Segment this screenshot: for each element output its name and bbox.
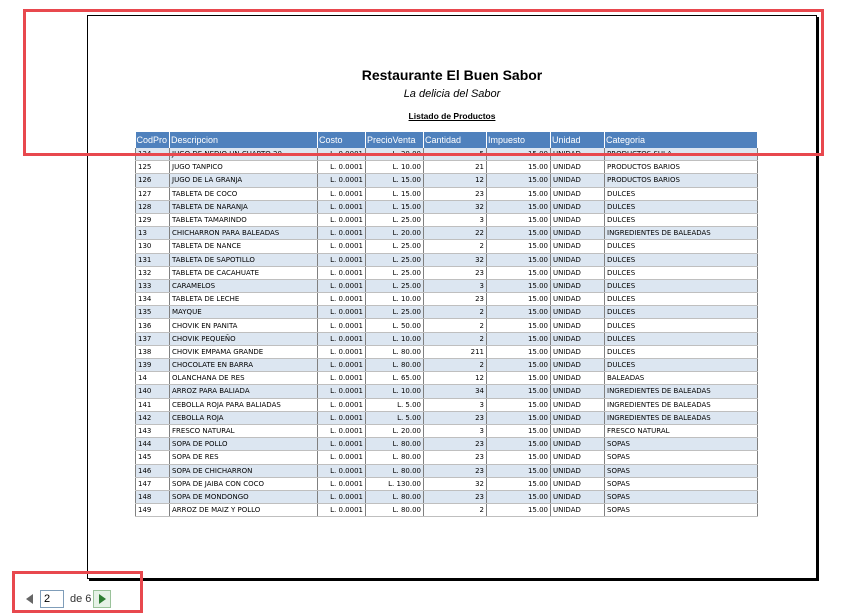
table-cell: CHOVIK EN PANITA <box>170 319 318 332</box>
column-header: Impuesto <box>487 132 551 148</box>
table-cell: L. 0.0001 <box>318 319 366 332</box>
table-cell: DULCES <box>605 200 758 213</box>
previous-page-button[interactable] <box>22 590 38 608</box>
table-row <box>136 359 758 372</box>
table-cell: 138 <box>136 345 170 358</box>
table-cell: 15.00 <box>487 490 551 503</box>
table-cell: UNIDAD <box>551 332 605 345</box>
table-cell: 15.00 <box>487 424 551 437</box>
table-cell: 137 <box>136 332 170 345</box>
table-cell: 126 <box>136 174 170 187</box>
table-row <box>136 161 758 174</box>
table-cell: 143 <box>136 424 170 437</box>
table-cell: 144 <box>136 438 170 451</box>
table-cell: L. 0.0001 <box>318 213 366 226</box>
table-cell: L. 20.00 <box>366 227 424 240</box>
table-cell: 145 <box>136 451 170 464</box>
next-page-button[interactable] <box>93 590 111 608</box>
table-cell: L. 25.00 <box>366 253 424 266</box>
table-cell: L. 25.00 <box>366 213 424 226</box>
table-cell: SOPA DE MONDONGO <box>170 490 318 503</box>
table-cell: L. 0.0001 <box>318 438 366 451</box>
table-cell: 146 <box>136 464 170 477</box>
table-cell: SOPAS <box>605 438 758 451</box>
table-cell: L. 0.0001 <box>318 253 366 266</box>
table-cell: L. 0.0001 <box>318 200 366 213</box>
table-cell: 128 <box>136 200 170 213</box>
table-cell: UNIDAD <box>551 464 605 477</box>
table-cell: CHOCOLATE EN BARRA <box>170 359 318 372</box>
table-row <box>136 332 758 345</box>
table-cell: TABLETA DE NANCE <box>170 240 318 253</box>
table-header-row <box>136 132 758 148</box>
table-cell: 15.00 <box>487 332 551 345</box>
table-cell: 12 <box>424 372 487 385</box>
table-cell: L. 5.00 <box>366 398 424 411</box>
table-cell: 141 <box>136 398 170 411</box>
table-cell: UNIDAD <box>551 306 605 319</box>
table-cell: 133 <box>136 279 170 292</box>
table-cell: L. 80.00 <box>366 464 424 477</box>
table-row-clipped <box>136 148 758 161</box>
report-subtitle: La delicia del Sabor <box>403 88 501 100</box>
table-cell: L. 80.00 <box>366 359 424 372</box>
table-cell: 149 <box>136 504 170 517</box>
table-cell: UNIDAD <box>551 200 605 213</box>
table-cell: INGREDIENTES DE BALEADAS <box>605 385 758 398</box>
table-cell: FRESCO NATURAL <box>170 424 318 437</box>
table-cell: BALEADAS <box>605 372 758 385</box>
table-cell: 15.00 <box>487 411 551 424</box>
table-cell: 23 <box>424 451 487 464</box>
table-cell: DULCES <box>605 240 758 253</box>
table-cell: 15.00 <box>487 345 551 358</box>
table-row <box>136 490 758 503</box>
table-row <box>136 213 758 226</box>
table-cell: CEBOLLA ROJA PARA BALIADAS <box>170 398 318 411</box>
table-cell: UNIDAD <box>551 240 605 253</box>
table-cell: L. 0.0001 <box>318 174 366 187</box>
triangle-left-icon <box>26 594 34 604</box>
table-row <box>136 504 758 517</box>
page-navigator <box>22 588 111 610</box>
report-title: Restaurante El Buen Sabor <box>361 67 543 83</box>
table-cell: 32 <box>424 253 487 266</box>
column-header: PrecioVenta <box>366 132 424 148</box>
table-cell: SOPAS <box>605 504 758 517</box>
table-cell: 127 <box>136 187 170 200</box>
table-cell: L. 0.0001 <box>318 464 366 477</box>
table-cell: DULCES <box>605 359 758 372</box>
table-cell: 15.00 <box>487 398 551 411</box>
table-cell: L. 10.00 <box>366 161 424 174</box>
table-cell: SOPAS <box>605 477 758 490</box>
table-cell: L. 0.0001 <box>318 385 366 398</box>
table-cell: SOPAS <box>605 464 758 477</box>
table-cell: L. 0.0001 <box>318 293 366 306</box>
table-cell: CHOVIK PEQUEÑO <box>170 332 318 345</box>
table-cell: 13 <box>136 227 170 240</box>
table-cell: 23 <box>424 438 487 451</box>
table-cell: 125 <box>136 161 170 174</box>
table-cell: 135 <box>136 306 170 319</box>
table-cell: CEBOLLA ROJA <box>170 411 318 424</box>
table-cell: L. 0.0001 <box>318 332 366 345</box>
table-cell: 15.00 <box>487 464 551 477</box>
table-cell: 15.00 <box>487 451 551 464</box>
table-cell: 2 <box>424 306 487 319</box>
table-cell: 2 <box>424 359 487 372</box>
table-cell: 15.00 <box>487 266 551 279</box>
table-row <box>136 385 758 398</box>
table-cell: 32 <box>424 477 487 490</box>
table-cell: CARAMELOS <box>170 279 318 292</box>
table-cell: 211 <box>424 345 487 358</box>
table-row <box>136 266 758 279</box>
table-cell: PRODUCTOS BARIOS <box>605 174 758 187</box>
table-row <box>136 293 758 306</box>
table-cell: UNIDAD <box>551 477 605 490</box>
table-cell: L. 25.00 <box>366 266 424 279</box>
table-cell: JUGO DE NEDIO UN CUARTO 20 <box>170 148 318 161</box>
table-cell: UNIDAD <box>551 372 605 385</box>
table-cell: L. 0.0001 <box>318 227 366 240</box>
table-cell: UNIDAD <box>551 253 605 266</box>
table-cell: 34 <box>424 385 487 398</box>
products-table <box>135 132 758 517</box>
table-cell: UNIDAD <box>551 161 605 174</box>
table-cell: DULCES <box>605 306 758 319</box>
table-cell: SOPA DE JAIBA CON COCO <box>170 477 318 490</box>
table-cell: L. 25.00 <box>366 240 424 253</box>
table-cell: 15.00 <box>487 504 551 517</box>
table-row <box>136 187 758 200</box>
table-cell: 15.00 <box>487 477 551 490</box>
table-cell: UNIDAD <box>551 438 605 451</box>
table-cell: UNIDAD <box>551 451 605 464</box>
table-cell: L. 0.0001 <box>318 359 366 372</box>
table-cell: L. 0.0001 <box>318 345 366 358</box>
table-cell: 131 <box>136 253 170 266</box>
table-cell: 12 <box>424 174 487 187</box>
table-cell: UNIDAD <box>551 148 605 161</box>
table-cell: L. 25.00 <box>366 279 424 292</box>
table-row <box>136 319 758 332</box>
table-cell: L. 20.00 <box>366 148 424 161</box>
table-cell: L. 25.00 <box>366 306 424 319</box>
table-cell: 134 <box>136 293 170 306</box>
column-header: Categoria <box>605 132 758 148</box>
table-cell: SOPA DE CHICHARRON <box>170 464 318 477</box>
table-cell: DULCES <box>605 332 758 345</box>
table-cell: L. 0.0001 <box>318 424 366 437</box>
table-cell: OLANCHANA DE RES <box>170 372 318 385</box>
table-cell: 15.00 <box>487 227 551 240</box>
table-cell: DULCES <box>605 345 758 358</box>
table-row <box>136 174 758 187</box>
table-cell: TABLETA DE NARANJA <box>170 200 318 213</box>
table-cell: TABLETA DE LECHE <box>170 293 318 306</box>
table-cell: L. 0.0001 <box>318 266 366 279</box>
table-cell: 23 <box>424 266 487 279</box>
table-cell: 15.00 <box>487 174 551 187</box>
table-cell: UNIDAD <box>551 490 605 503</box>
table-cell: L. 80.00 <box>366 438 424 451</box>
table-cell: UNIDAD <box>551 385 605 398</box>
table-cell: 15.00 <box>487 161 551 174</box>
table-cell: UNIDAD <box>551 266 605 279</box>
table-cell: 23 <box>424 464 487 477</box>
list-title: Listado de Productos <box>408 111 496 121</box>
table-cell: UNIDAD <box>551 187 605 200</box>
table-cell: 124 <box>136 148 170 161</box>
table-row <box>136 372 758 385</box>
table-cell: L. 0.0001 <box>318 477 366 490</box>
table-cell: CHOVIK EMPAMA GRANDE <box>170 345 318 358</box>
table-cell: PRODUCTOS BARIOS <box>605 161 758 174</box>
table-cell: L. 80.00 <box>366 490 424 503</box>
table-row <box>136 306 758 319</box>
table-cell: L. 15.00 <box>366 200 424 213</box>
table-cell: MAYQUE <box>170 306 318 319</box>
table-cell: UNIDAD <box>551 213 605 226</box>
table-cell: SOPA DE RES <box>170 451 318 464</box>
table-cell: INGREDIENTES DE BALEADAS <box>605 411 758 424</box>
table-cell: SOPA DE POLLO <box>170 438 318 451</box>
table-cell: L. 15.00 <box>366 187 424 200</box>
table-cell: L. 80.00 <box>366 451 424 464</box>
table-cell: 130 <box>136 240 170 253</box>
table-cell: UNIDAD <box>551 279 605 292</box>
table-cell: 15.00 <box>487 306 551 319</box>
table-cell: 15.00 <box>487 148 551 161</box>
table-row <box>136 477 758 490</box>
table-cell: JUGO TANPICO <box>170 161 318 174</box>
table-row <box>136 227 758 240</box>
table-cell: L. 15.00 <box>366 174 424 187</box>
triangle-right-icon <box>98 594 106 604</box>
table-cell: UNIDAD <box>551 411 605 424</box>
column-header: Cantidad <box>424 132 487 148</box>
table-cell: 15.00 <box>487 279 551 292</box>
table-cell: L. 0.0001 <box>318 411 366 424</box>
table-cell: 3 <box>424 213 487 226</box>
table-row <box>136 200 758 213</box>
table-cell: L. 0.0001 <box>318 451 366 464</box>
table-cell: 15.00 <box>487 385 551 398</box>
table-cell: DULCES <box>605 213 758 226</box>
table-cell: 2 <box>424 240 487 253</box>
table-cell: SOPAS <box>605 490 758 503</box>
column-header: CodPro <box>136 132 170 148</box>
table-cell: PRODUCTOS SULA <box>605 148 758 161</box>
table-cell: 5 <box>424 148 487 161</box>
table-cell: 15.00 <box>487 187 551 200</box>
table-cell: DULCES <box>605 279 758 292</box>
table-cell: L. 80.00 <box>366 345 424 358</box>
table-cell: L. 0.0001 <box>318 148 366 161</box>
table-cell: 15.00 <box>487 293 551 306</box>
column-header: Unidad <box>551 132 605 148</box>
table-cell: TABLETA TAMARINDO <box>170 213 318 226</box>
table-cell: UNIDAD <box>551 398 605 411</box>
table-cell: 14 <box>136 372 170 385</box>
table-cell: TABLETA DE SAPOTILLO <box>170 253 318 266</box>
table-cell: L. 0.0001 <box>318 490 366 503</box>
table-cell: INGREDIENTES DE BALEADAS <box>605 227 758 240</box>
table-cell: UNIDAD <box>551 319 605 332</box>
table-cell: 132 <box>136 266 170 279</box>
table-cell: 32 <box>424 200 487 213</box>
table-cell: L. 0.0001 <box>318 504 366 517</box>
table-cell: L. 65.00 <box>366 372 424 385</box>
table-row <box>136 464 758 477</box>
table-row <box>136 438 758 451</box>
table-cell: FRESCO NATURAL <box>605 424 758 437</box>
table-row <box>136 411 758 424</box>
table-cell: 15.00 <box>487 359 551 372</box>
table-cell: L. 0.0001 <box>318 398 366 411</box>
table-cell: L. 0.0001 <box>318 187 366 200</box>
table-cell: 140 <box>136 385 170 398</box>
table-cell: INGREDIENTES DE BALEADAS <box>605 398 758 411</box>
table-cell: 147 <box>136 477 170 490</box>
table-cell: TABLETA DE COCO <box>170 187 318 200</box>
table-cell: UNIDAD <box>551 345 605 358</box>
table-cell: 3 <box>424 279 487 292</box>
table-cell: L. 0.0001 <box>318 279 366 292</box>
table-cell: 23 <box>424 187 487 200</box>
table-cell: ARROZ PARA BALIADA <box>170 385 318 398</box>
table-cell: DULCES <box>605 187 758 200</box>
report-page <box>87 15 817 579</box>
table-row <box>136 240 758 253</box>
table-row <box>136 398 758 411</box>
table-cell: 136 <box>136 319 170 332</box>
table-row <box>136 279 758 292</box>
table-cell: 2 <box>424 332 487 345</box>
table-cell: L. 5.00 <box>366 411 424 424</box>
table-cell: SOPAS <box>605 451 758 464</box>
table-cell: L. 0.0001 <box>318 240 366 253</box>
table-cell: 142 <box>136 411 170 424</box>
table-cell: UNIDAD <box>551 504 605 517</box>
table-cell: 15.00 <box>487 213 551 226</box>
table-cell: 129 <box>136 213 170 226</box>
table-cell: 15.00 <box>487 200 551 213</box>
table-body <box>136 148 758 517</box>
page-number-input[interactable] <box>40 590 64 608</box>
table-cell: 3 <box>424 398 487 411</box>
table-cell: 3 <box>424 424 487 437</box>
table-cell: 23 <box>424 411 487 424</box>
table-cell: 23 <box>424 490 487 503</box>
table-row <box>136 253 758 266</box>
table-cell: L. 0.0001 <box>318 161 366 174</box>
table-cell: 2 <box>424 504 487 517</box>
table-cell: L. 20.00 <box>366 424 424 437</box>
table-cell: UNIDAD <box>551 174 605 187</box>
column-header: Costo <box>318 132 366 148</box>
table-cell: TABLETA DE CACAHUATE <box>170 266 318 279</box>
table-cell: UNIDAD <box>551 293 605 306</box>
table-cell: L. 0.0001 <box>318 306 366 319</box>
table-cell: 139 <box>136 359 170 372</box>
table-cell: L. 10.00 <box>366 293 424 306</box>
page-count-label: de 6 <box>70 593 92 605</box>
table-cell: 15.00 <box>487 372 551 385</box>
table-cell: L. 10.00 <box>366 332 424 345</box>
table-cell: 22 <box>424 227 487 240</box>
table-cell: JUGO DE LA GRANJA <box>170 174 318 187</box>
table-cell: 148 <box>136 490 170 503</box>
table-cell: DULCES <box>605 253 758 266</box>
table-cell: DULCES <box>605 293 758 306</box>
table-cell: L. 130.00 <box>366 477 424 490</box>
table-cell: L. 50.00 <box>366 319 424 332</box>
table-cell: L. 0.0001 <box>318 372 366 385</box>
table-row <box>136 345 758 358</box>
table-cell: DULCES <box>605 319 758 332</box>
table-cell: 2 <box>424 319 487 332</box>
table-row <box>136 424 758 437</box>
table-cell: 15.00 <box>487 253 551 266</box>
table-cell: ARROZ DE MAIZ Y POLLO <box>170 504 318 517</box>
table-cell: 21 <box>424 161 487 174</box>
table-cell: 15.00 <box>487 240 551 253</box>
table-cell: UNIDAD <box>551 227 605 240</box>
table-cell: 15.00 <box>487 319 551 332</box>
table-cell: UNIDAD <box>551 424 605 437</box>
table-cell: 15.00 <box>487 438 551 451</box>
table-cell: UNIDAD <box>551 359 605 372</box>
table-row <box>136 451 758 464</box>
table-cell: DULCES <box>605 266 758 279</box>
table-cell: L. 80.00 <box>366 504 424 517</box>
table-cell: CHICHARRON PARA BALEADAS <box>170 227 318 240</box>
table-cell: 23 <box>424 293 487 306</box>
table-cell: L. 10.00 <box>366 385 424 398</box>
column-header: Descripcion <box>170 132 318 148</box>
